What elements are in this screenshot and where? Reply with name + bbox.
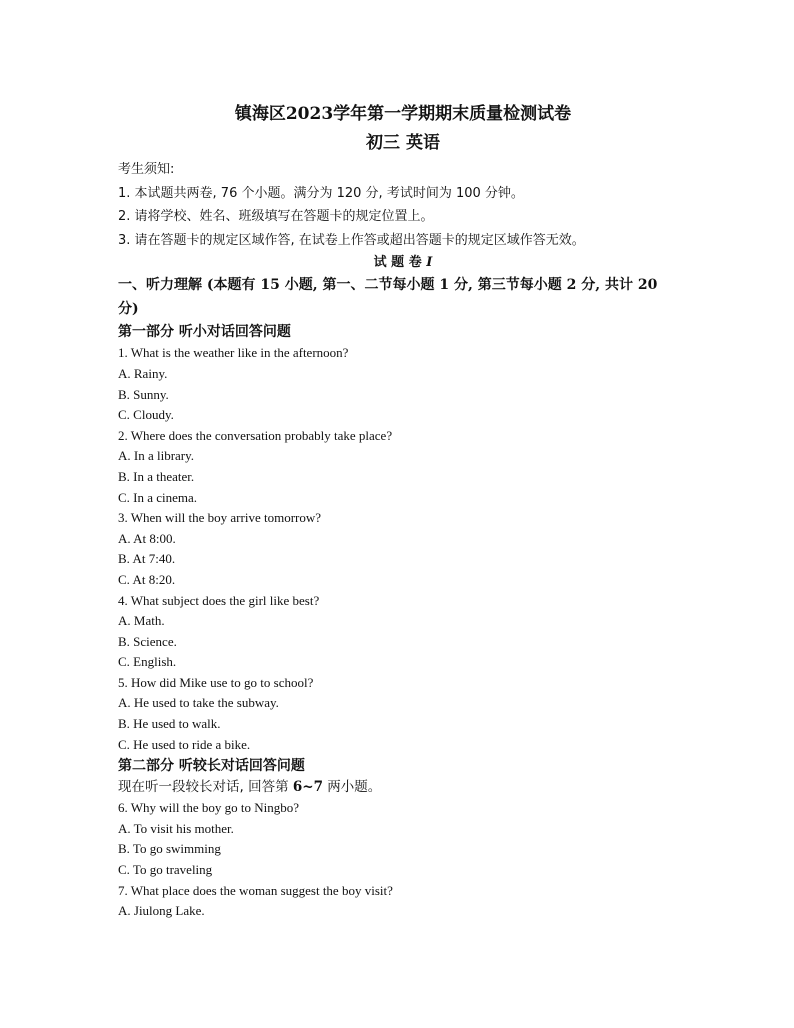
question-3: 3. When will the boy arrive tomorrow?	[118, 510, 322, 526]
exam-title: 镇海区2023学年第一学期期末质量检测试卷	[234, 104, 572, 124]
question-1: 1. What is the weather like in the afternoon?	[118, 345, 349, 361]
question-list-part1	[118, 343, 688, 755]
part2-heading: 第二部分 听较长对话回答问题	[118, 758, 305, 775]
notice-item-2: 2. 请将学校、姓名、班级填写在答题卡的规定位置上。	[118, 209, 434, 225]
question-6: 6. Why will the boy go to Ningbo?	[118, 800, 300, 816]
question-4: 4. What subject does the girl like best?	[118, 592, 320, 608]
section1-heading-line1: 一、听力理解 (本题有 15 小题, 第一、二节每小题 1 分, 第三节每小题 2 分, 共计 20	[118, 277, 658, 294]
part2-intro-post: 两小题。	[322, 779, 382, 796]
notice-heading: 考生须知:	[118, 162, 175, 177]
question-2-option-c: C. In a cinema.	[118, 489, 198, 505]
question-3-option-a: A. At 8:00.	[118, 530, 176, 546]
section1-heading	[118, 274, 688, 321]
question-2-option-a: A. In a library.	[118, 448, 195, 464]
part2-intro-pre: 现在听一段较长对话, 回答第	[118, 779, 293, 796]
question-5: 5. How did Mike use to go to school?	[118, 674, 314, 690]
question-4-option-b: B. Science.	[118, 633, 177, 649]
question-4-option-c: C. English.	[118, 654, 177, 670]
question-5-option-c: C. He used to ride a bike.	[118, 736, 251, 752]
question-6-option-b: B. To go swimming	[118, 841, 221, 857]
question-7-option-a: A. Jiulong Lake.	[118, 903, 205, 919]
question-2: 2. Where does the conversation probably take place?	[118, 427, 393, 443]
question-4-option-a: A. Math.	[118, 613, 165, 629]
question-5-option-b: B. He used to walk.	[118, 716, 221, 732]
question-1-option-c: C. Cloudy.	[118, 407, 174, 423]
paper-label-text: 试 题 卷	[373, 255, 422, 271]
notice-item-3: 3. 请在答题卡的规定区域作答, 在试卷上作答或超出答题卡的规定区域作答无效。	[118, 232, 585, 248]
question-7: 7. What place does the woman suggest the boy visit?	[118, 882, 393, 898]
exam-page	[118, 103, 688, 922]
question-1-option-b: B. Sunny.	[118, 386, 169, 402]
part2-intro	[118, 777, 688, 798]
paper-label	[118, 252, 688, 274]
exam-subtitle: 初三 英语	[366, 133, 440, 153]
exam-notice	[118, 158, 688, 252]
question-3-option-c: C. At 8:20.	[118, 571, 176, 587]
question-3-option-b: B. At 7:40.	[118, 551, 176, 567]
question-6-option-c: C. To go traveling	[118, 862, 213, 878]
part1-heading: 第一部分 听小对话回答问题	[118, 324, 291, 341]
question-1-option-a: A. Rainy.	[118, 365, 168, 381]
question-list-part2	[118, 798, 688, 922]
notice-item-1: 1. 本试题共两卷, 76 个小题。满分为 120 分, 考试时间为 100 分钟。	[118, 185, 524, 201]
question-2-option-b: B. In a theater.	[118, 468, 195, 484]
question-6-option-a: A. To visit his mother.	[118, 820, 234, 836]
section1-heading-line2: 分)	[118, 300, 139, 317]
part2-intro-range: 6~7	[292, 779, 323, 796]
question-5-option-a: A. He used to take the subway.	[118, 695, 279, 711]
paper-label-roman: I	[426, 255, 433, 271]
